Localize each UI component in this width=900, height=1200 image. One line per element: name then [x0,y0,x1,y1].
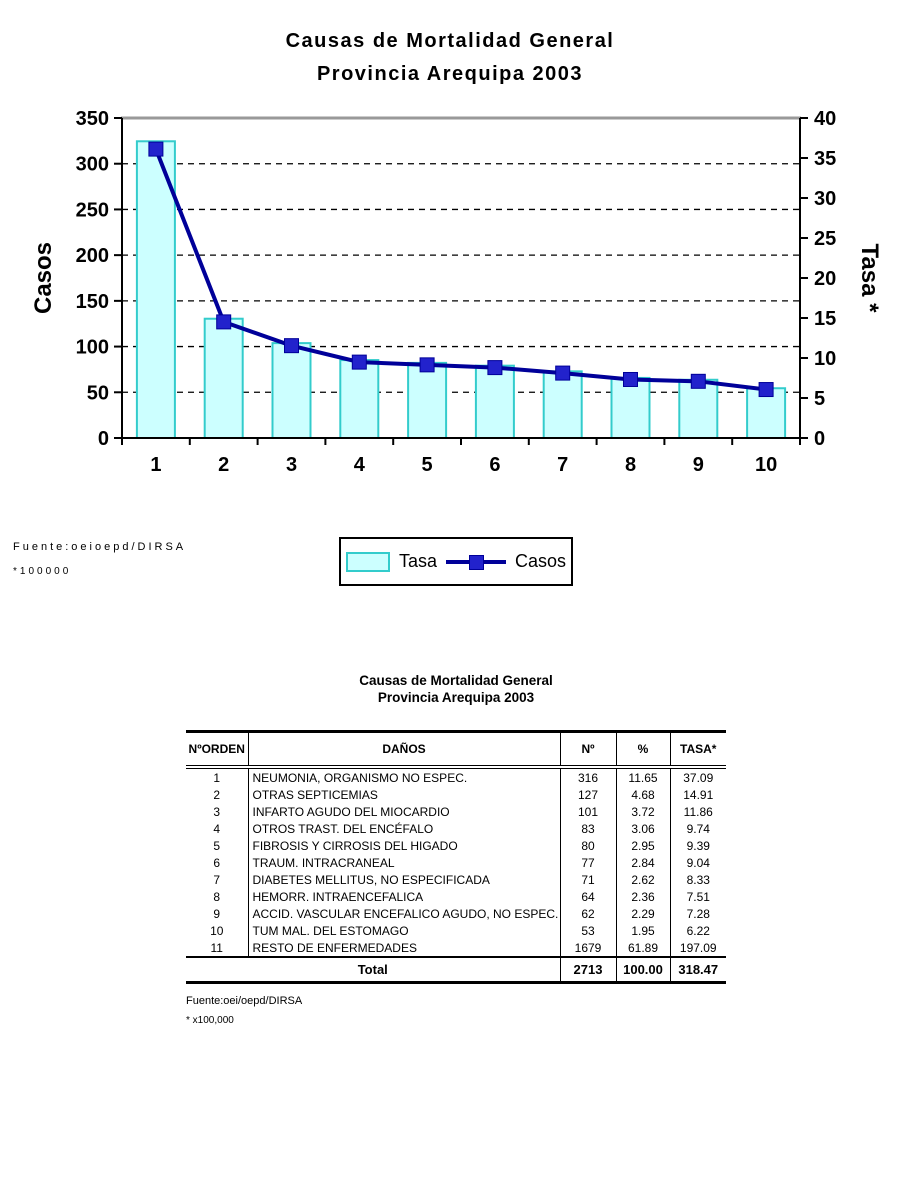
mortality-table-section [186,672,726,1026]
orden-cell: 9 [213,906,221,921]
x-tick-label: 10 [754,454,778,476]
chart-source-text: Fuente:oeioepd/DIRSA [13,541,187,553]
pct-cell: 1.95 [616,922,670,939]
pct-cell: 2.84 [616,854,670,871]
x-tick-label: 5 [421,454,433,476]
tasa-cell: 7.51 [670,888,726,905]
tasa-cell: 8.33 [670,871,726,888]
danos-cell: DIABETES MELLITUS, NO ESPECIFICADA [248,871,560,888]
n-cell: 53 [560,922,616,939]
n-cell: 62 [560,905,616,922]
tasa-cell: 9.74 [670,820,726,837]
y-right-tick-label: 10 [814,348,837,370]
n-cell: 77 [560,854,616,871]
orden-cell: 10 [210,923,224,938]
n-cell: 80 [560,837,616,854]
y-right-tick-label: 0 [814,428,826,450]
table-row [186,820,726,837]
orden-cell: 2 [213,787,221,802]
danos-cell: INFARTO AGUDO DEL MIOCARDIO [248,803,560,820]
danos-cell: ACCID. VASCULAR ENCEFALICO AGUDO, NO ESPEC. [248,905,560,922]
y-left-tick-label: 150 [75,290,109,313]
tasa-cell: 7.28 [670,905,726,922]
x-tick-label: 7 [557,454,569,476]
y-right-tick-label: 5 [814,388,826,410]
x-tick-label: 1 [150,454,162,476]
legend-tasa-label: Tasa [398,551,437,571]
tasa-cell: 37.09 [670,767,726,786]
tasa-bar [273,343,311,438]
casos-marker [488,361,502,375]
casos-marker [420,358,434,372]
tasa-bar [340,360,378,438]
n-cell: 316 [560,767,616,786]
danos-cell: OTRAS SEPTICEMIAS [248,786,560,803]
tasa-cell: 197.09 [670,939,726,957]
tasa-cell: 11.86 [670,803,726,820]
table-row [186,837,726,854]
casos-marker [352,355,366,369]
tasa-bar [408,363,446,438]
pct-cell: 11.65 [616,767,670,786]
tasa-cell: 14.91 [670,786,726,803]
danos-cell: HEMORR. INTRAENCEFALICA [248,888,560,905]
danos-cell: RESTO DE ENFERMEDADES [248,939,560,957]
casos-marker [624,372,638,386]
table-row [186,786,726,803]
table-row [186,939,726,957]
table-rate-note: * x100,000 [186,1015,234,1026]
casos-marker [691,374,705,388]
column-header: Nº [560,732,616,768]
chart-title-line2: Provincia Arequipa 2003 [316,63,584,85]
y-right-tick-label: 30 [814,188,837,210]
pct-cell: 2.36 [616,888,670,905]
chart-legend [339,537,573,586]
pct-cell: 2.62 [616,871,670,888]
table-row [186,871,726,888]
pct-cell: 3.72 [616,803,670,820]
chart-rate-note: *100000 [13,566,72,577]
table-title-line2: Provincia Arequipa 2003 [377,690,535,705]
x-tick-label: 4 [353,454,365,476]
n-cell: 83 [560,820,616,837]
n-cell: 1679 [560,939,616,957]
pct-cell: 4.68 [616,786,670,803]
y-right-tick-label: 25 [814,228,837,250]
tasa-bar-swatch-icon [346,552,390,572]
y-left-tick-label: 250 [75,199,109,222]
table-source-text: Fuente:oei/oepd/DIRSA [186,995,303,1007]
casos-marker [759,383,773,397]
orden-cell: 4 [213,821,221,836]
y-left-tick-label: 200 [75,245,109,268]
table-row [186,922,726,939]
pct-cell: 3.06 [616,820,670,837]
y-left-tick-label: 300 [75,153,109,176]
y-right-tick-label: 40 [814,108,837,130]
table-row [186,767,726,786]
pct-cell: 61.89 [616,939,670,957]
x-tick-label: 3 [285,454,298,476]
table-row [186,905,726,922]
mortality-table [186,730,726,984]
tasa-bar [476,366,514,438]
y-left-tick-label: 0 [97,428,109,450]
legend-casos-label: Casos [515,551,567,571]
n-cell: 101 [560,803,616,820]
x-tick-label: 2 [218,454,230,476]
table-row [186,803,726,820]
tasa-bar [205,319,243,438]
column-header: % [616,732,670,768]
tasa-cell: 6.22 [670,922,726,939]
pct-cell: 2.95 [616,837,670,854]
danos-cell: TUM MAL. DEL ESTOMAGO [248,922,560,939]
n-cell: 127 [560,786,616,803]
y-left-tick-label: 100 [75,336,109,359]
pct-cell: 2.29 [616,905,670,922]
y-left-axis-title: Casos [30,241,57,315]
table-header-row [186,732,726,768]
x-tick-label: 8 [624,454,637,476]
casos-line-swatch-icon [446,560,506,564]
tasa-cell: 9.39 [670,837,726,854]
chart-title-line1: Causas de Mortalidad General [285,30,615,52]
casos-marker [285,339,299,353]
casos-line [156,149,766,389]
y-right-axis-title: Tasa * [856,243,883,313]
x-tick-label: 6 [489,454,501,476]
tasa-bar [544,371,582,438]
orden-cell: 1 [213,770,221,785]
orden-cell: 8 [213,889,221,904]
orden-cell: 3 [213,804,221,819]
table-row [186,888,726,905]
orden-cell: 11 [210,940,223,955]
n-cell: 71 [560,871,616,888]
total-pct: 100.00 [616,957,670,983]
tasa-cell: 9.04 [670,854,726,871]
casos-marker [149,142,163,156]
casos-marker [217,315,231,329]
x-tick-label: 9 [692,454,704,476]
total-row [186,957,726,983]
column-header: TASA* [670,732,726,768]
total-n: 2713 [560,957,616,983]
casos-marker-icon [469,555,484,570]
danos-cell: TRAUM. INTRACRANEAL [248,854,560,871]
column-header: DAÑOS [248,732,560,768]
y-left-tick-label: 350 [75,108,109,130]
danos-cell: FIBROSIS Y CIRROSIS DEL HIGADO [248,837,560,854]
column-header: NºORDEN [186,732,248,768]
y-left-tick-label: 50 [86,382,109,405]
orden-cell: 6 [213,855,221,870]
n-cell: 64 [560,888,616,905]
y-right-tick-label: 20 [814,268,837,290]
table-title-line1: Causas de Mortalidad General [359,673,553,688]
mortality-combo-chart [0,0,900,520]
danos-cell: OTROS TRAST. DEL ENCÉFALO [248,820,560,837]
orden-cell: 7 [213,872,221,887]
total-tasa: 318.47 [670,957,726,983]
casos-marker [556,366,570,380]
danos-cell: NEUMONIA, ORGANISMO NO ESPEC. [248,767,560,786]
orden-cell: 5 [213,838,221,853]
table-row [186,854,726,871]
total-label: Total [186,957,560,983]
y-right-tick-label: 35 [814,148,837,170]
y-right-tick-label: 15 [814,308,837,330]
